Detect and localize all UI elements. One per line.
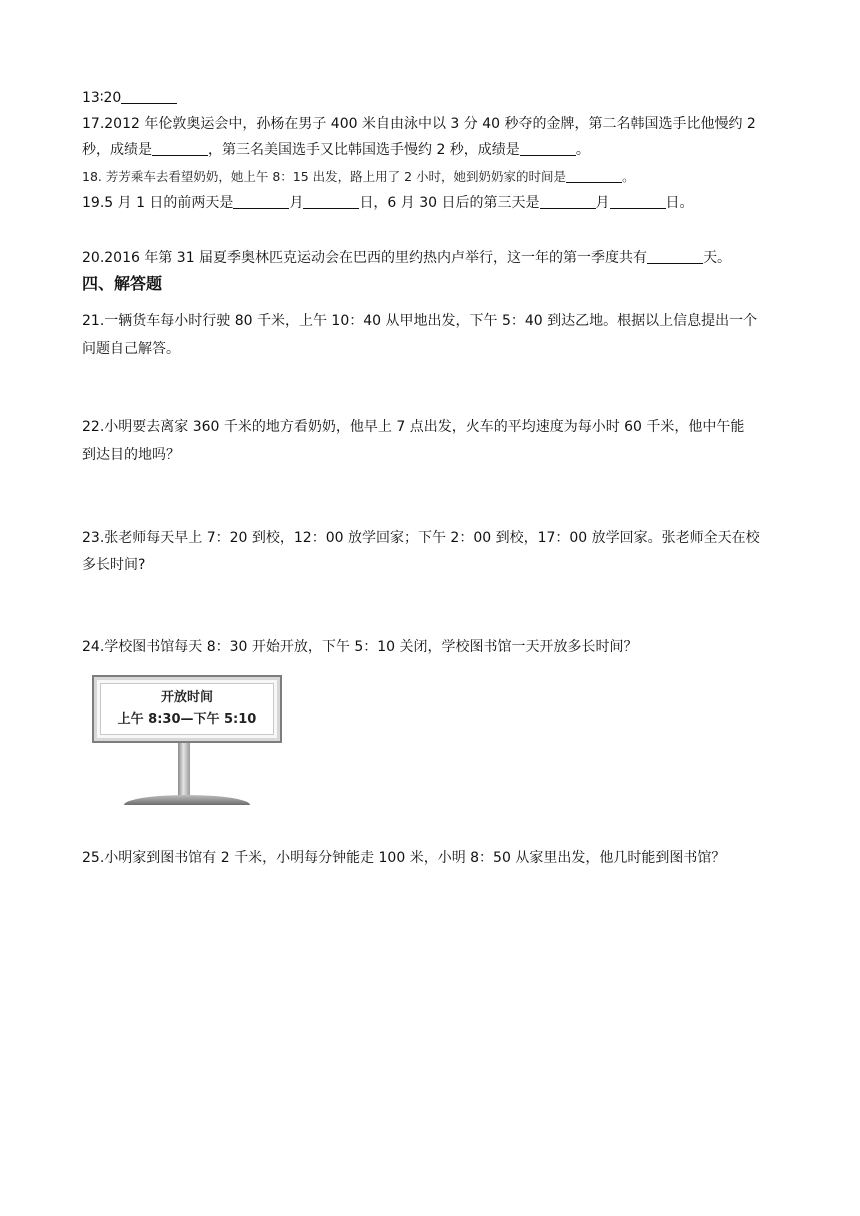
question-24-line-1: 24.学校图书馆每天 8：30 开始开放，下午 5：10 关闭，学校图书馆一天开放多长时间？ [82,639,638,655]
answer-blank [647,249,703,264]
question-19 [82,192,782,214]
question-20-text-b: 天。 [703,250,732,266]
question-19-text-c: 日，6 月 30 日后的第三天是 [359,195,540,211]
question-17-line-1: 17.2012 年伦敦奥运会中，孙杨在男子 400 米自由泳中以 3 分 40 秒夺的金牌，第二名韩国选手比他慢约 2 [82,116,756,132]
question-20-text-a: 20.2016 年第 31 届夏季奥林匹克运动会在巴西的里约热内卢举行，这一年的第一季度共有 [82,250,648,266]
sign-base [124,795,250,805]
opening-hours-sign [92,675,282,807]
sign-title: 开放时间 [160,690,213,705]
sign-board [92,675,282,743]
answer-blank [540,194,596,209]
question-22-line-2: 到达目的地吗？ [82,447,180,463]
answer-blank [121,89,177,104]
question-23-line-2: 多长时间? [82,557,146,573]
question-21-line-2: 问题自己解答。 [82,341,180,357]
answer-blank [610,194,666,209]
question-21-line-1: 21.一辆货车每小时行驶 80 千米，上午 10：40 从甲地出发，下午 5：40 到达乙地。根据以上信息提出一个 [82,313,758,329]
question-20 [82,247,782,269]
section-heading: 四、解答题 [82,274,163,293]
question-17-text-b: ，第三名美国选手又比韩国选手慢约 2 秒，成绩是 [208,142,520,158]
question-13 [82,87,782,109]
answer-blank [233,194,289,209]
question-19-text-b: 月 [289,195,304,211]
question-19-text-e: 日。 [665,195,694,211]
question-19-text-a: 19.5 月 1 日的前两天是 [82,195,234,211]
answer-blank [303,194,359,209]
question-17-text-c: 。 [575,142,590,158]
answer-blank [520,141,576,156]
question-13-text: 13∶20 [82,90,122,106]
question-18-text-b: 。 [622,169,635,184]
question-17-text-a: 秒，成绩是 [82,142,152,158]
question-23-line-1: 23.张老师每天早上 7：20 到校，12：00 放学回家；下午 2：00 到校，17：00 放学回家。张老师全天在校 [82,530,760,546]
question-19-text-d: 月 [595,195,610,211]
answer-blank [152,141,208,156]
question-25-line-1: 25.小明家到图书馆有 2 千米，小明每分钟能走 100 米，小明 8：50 从家里出发，他几时能到图书馆？ [82,850,726,866]
question-18 [82,166,782,188]
answer-blank [566,168,622,183]
sign-hours: 上午 8:30—下午 5:10 [117,712,257,727]
question-17-line-2 [82,139,782,161]
question-18-text-a: 18. 芳芳乘车去看望奶奶，她上午 8：15 出发，路上用了 2 小时，她到奶奶家的时间是 [82,169,567,184]
question-22-line-1: 22.小明要去离家 360 千米的地方看奶奶，他早上 7 点出发，火车的平均速度为每小时 60 千米，他中午能 [82,419,745,435]
sign-pole [178,743,190,799]
